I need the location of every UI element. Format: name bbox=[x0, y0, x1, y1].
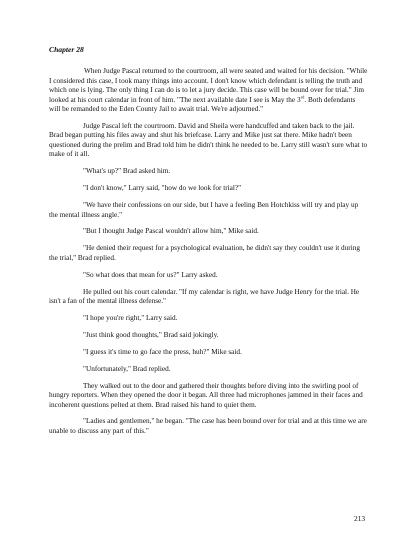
paragraph-text: When Judge Pascal returned to the courtroom, all were seated and waited for his decision. "While I considered this case, I took many things into account. I don't know which defendant is telling the truth and which one is lying. The only thing I can do is to let a jury decide. This case will be bound over for trial." Jim looked at his court calendar in front of him. "The next available date I see is May the 3 bbox=[49, 67, 368, 104]
paragraph: They walked out to the door and gathered their thoughts before diving into the swirling pool of hungry reporters. When they opened the door it began. All three had microphones jammed in their faces and incoherent questions pelted at them. Brad raised his hand to quiet them. bbox=[49, 381, 363, 409]
ordinal-suffix: rd bbox=[300, 94, 305, 100]
paragraph: "Ladies and gentlemen," he began. "The case has been bound over for trial and at this time we are unable to discuss any part of this." bbox=[49, 417, 367, 435]
paragraph: He pulled out his court calendar. "If my calendar is right, we have Judge Henry for the trial. He isn't a fan of the mental illness defense." bbox=[49, 287, 360, 306]
paragraph bbox=[49, 67, 368, 115]
paragraph: "We have their confessions on our side, but I have a feeling Ben Hotchkiss will try and play up the mental illness angle." bbox=[49, 201, 359, 219]
page-number: 213 bbox=[354, 514, 366, 523]
paragraph: "So what does that mean for us?" Larry asked. bbox=[83, 270, 218, 279]
paragraph: "Unfortunately," Brad replied. bbox=[83, 364, 171, 373]
paragraph: "He denied their request for a psychological evaluation, he didn't say they couldn't use it during the trial," Brad replied. bbox=[49, 244, 360, 262]
paragraph: "What's up?" Brad asked him. bbox=[83, 167, 171, 176]
paragraph: "I hope you're right," Larry said. bbox=[83, 314, 178, 323]
paragraph: "But I thought Judge Pascal wouldn't allow him," Mike said. bbox=[83, 227, 259, 236]
paragraph-text-continued: . Both defendants will be remanded to the Eden County Jail to await trial. We're adjourned." bbox=[49, 95, 356, 113]
chapter-heading: Chapter 28 bbox=[49, 45, 84, 54]
chapter-body bbox=[49, 67, 368, 444]
paragraph: Judge Pascal left the courtroom. David and Sheila were handcuffed and taken back to the jail. Brad began putting his files away and shut his briefcase. Larry and Mike just sat there. Mike hadn't been questioned during the prelim and Brad told him he didn't think he needed to be. Larry still wasn't sure what to make of it all. bbox=[49, 121, 368, 159]
paragraph: "I guess it's time to go face the press, huh?" Mike said. bbox=[83, 347, 242, 356]
paragraph: "Just think good thoughts," Brad said jokingly. bbox=[83, 330, 219, 339]
paragraph: "I don't know," Larry said, "how do we look for trial?" bbox=[83, 184, 242, 193]
